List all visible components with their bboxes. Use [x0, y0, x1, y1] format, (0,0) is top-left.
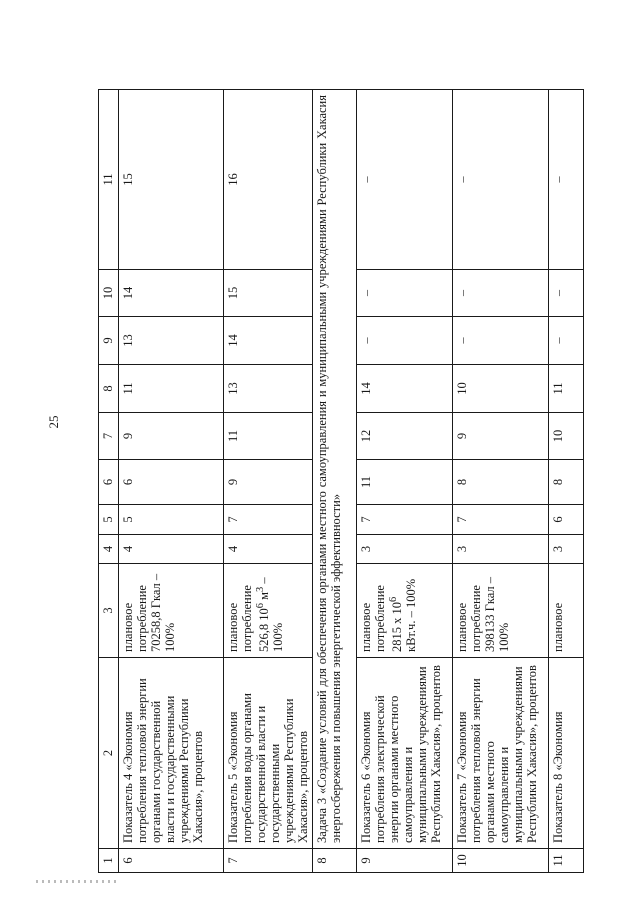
value-cell: 4 [224, 535, 313, 564]
value-cell: – [549, 90, 584, 270]
value-cell: 11 [357, 460, 453, 505]
value-cell: – [549, 317, 584, 365]
value-cell: 4 [119, 535, 224, 564]
header-cell: 2 [99, 658, 119, 849]
row-number: 9 [357, 849, 453, 873]
value-cell: 15 [119, 90, 224, 270]
value-cell: 14 [224, 317, 313, 365]
value-cell: – [357, 317, 453, 365]
value-cell: 10 [549, 413, 584, 460]
value-cell: – [453, 317, 549, 365]
header-cell: 5 [99, 505, 119, 535]
indicator-name: Показатель 7 «Экономия потребления тепловой энергии органами местного самоуправления и муниципальными учреждениями Республики Хакасия», процентов [453, 658, 549, 849]
header-cell: 10 [99, 270, 119, 317]
value-cell: 8 [453, 460, 549, 505]
value-cell: 14 [119, 270, 224, 317]
header-cell: 4 [99, 535, 119, 564]
value-cell: – [453, 90, 549, 270]
rotated-table-container [98, 90, 576, 873]
value-cell: – [549, 270, 584, 317]
value-cell: 11 [549, 365, 584, 413]
scan-artifact [36, 880, 116, 883]
planned-consumption: плановое потребление 2815 x $10^6$ кВт.ч. – 100% [357, 564, 453, 658]
planned-consumption: плановое потребление 70258,8 Гкал – 100% [119, 564, 224, 658]
row-number: 10 [453, 849, 549, 873]
planned-consumption: плановое потребление 526,8 $10^6$ $м^3 - 100\%$ [224, 564, 313, 658]
header-cell: 11 [99, 90, 119, 270]
value-cell: 8 [549, 460, 584, 505]
value-cell: 9 [453, 413, 549, 460]
value-cell: 16 [224, 90, 313, 270]
row-number: 8 [313, 849, 357, 873]
value-cell: 9 [224, 460, 313, 505]
value-cell: 7 [453, 505, 549, 535]
row-number: 6 [119, 849, 224, 873]
planned-consumption: плановое потребление 398133 Гкал – 100% [453, 564, 549, 658]
value-cell: 3 [453, 535, 549, 564]
header-cell: 3 [99, 564, 119, 658]
value-cell: 7 [357, 505, 453, 535]
header-cell: 8 [99, 365, 119, 413]
table-header-row [99, 90, 119, 873]
header-cell: 1 [99, 849, 119, 873]
value-cell: 7 [224, 505, 313, 535]
value-cell: 3 [357, 535, 453, 564]
row-number: 11 [549, 849, 584, 873]
row-number: 7 [224, 849, 313, 873]
header-cell: 7 [99, 413, 119, 460]
table-row [224, 90, 313, 873]
value-cell: 12 [357, 413, 453, 460]
table-row [549, 90, 584, 873]
indicator-table [98, 89, 584, 873]
value-cell: 10 [453, 365, 549, 413]
value-cell: 9 [119, 413, 224, 460]
header-cell: 6 [99, 460, 119, 505]
value-cell: 13 [119, 317, 224, 365]
value-cell: 11 [224, 413, 313, 460]
table-row [357, 90, 453, 873]
planned-consumption: плановое [549, 564, 584, 658]
indicator-name: Показатель 4 «Экономия потребления тепловой энергии органами государственной власти и государственными учреждениями Республики Хакасия», процентов [119, 658, 224, 849]
table-row [453, 90, 549, 873]
value-cell: – [357, 90, 453, 270]
indicator-name: Показатель 8 «Экономия [549, 658, 584, 849]
value-cell: 15 [224, 270, 313, 317]
value-cell: 6 [119, 460, 224, 505]
value-cell: 11 [119, 365, 224, 413]
page-number: 25 [46, 415, 61, 429]
value-cell: – [453, 270, 549, 317]
table-row [119, 90, 224, 873]
indicator-name: Показатель 5 «Экономия потребления воды органами государственной власти и государственными учреждениями Республики Хакасия», процентов [224, 658, 313, 849]
value-cell: 14 [357, 365, 453, 413]
value-cell: 13 [224, 365, 313, 413]
header-cell: 9 [99, 317, 119, 365]
value-cell: – [357, 270, 453, 317]
task-description: Задача 3 «Создание условий для обеспечения органами местного самоуправления и муниципальными учреждениями Республики Хакасия энергосбережения и повышения энергетической эффективности» [313, 90, 357, 849]
indicator-name: Показатель 6 «Экономия потребления электрической энергии органами местного самоуправления и муниципальными учреждениями Республики Хакасия», процентов [357, 658, 453, 849]
value-cell: 3 [549, 535, 584, 564]
value-cell: 5 [119, 505, 224, 535]
task-row [313, 90, 357, 873]
value-cell: 6 [549, 505, 584, 535]
